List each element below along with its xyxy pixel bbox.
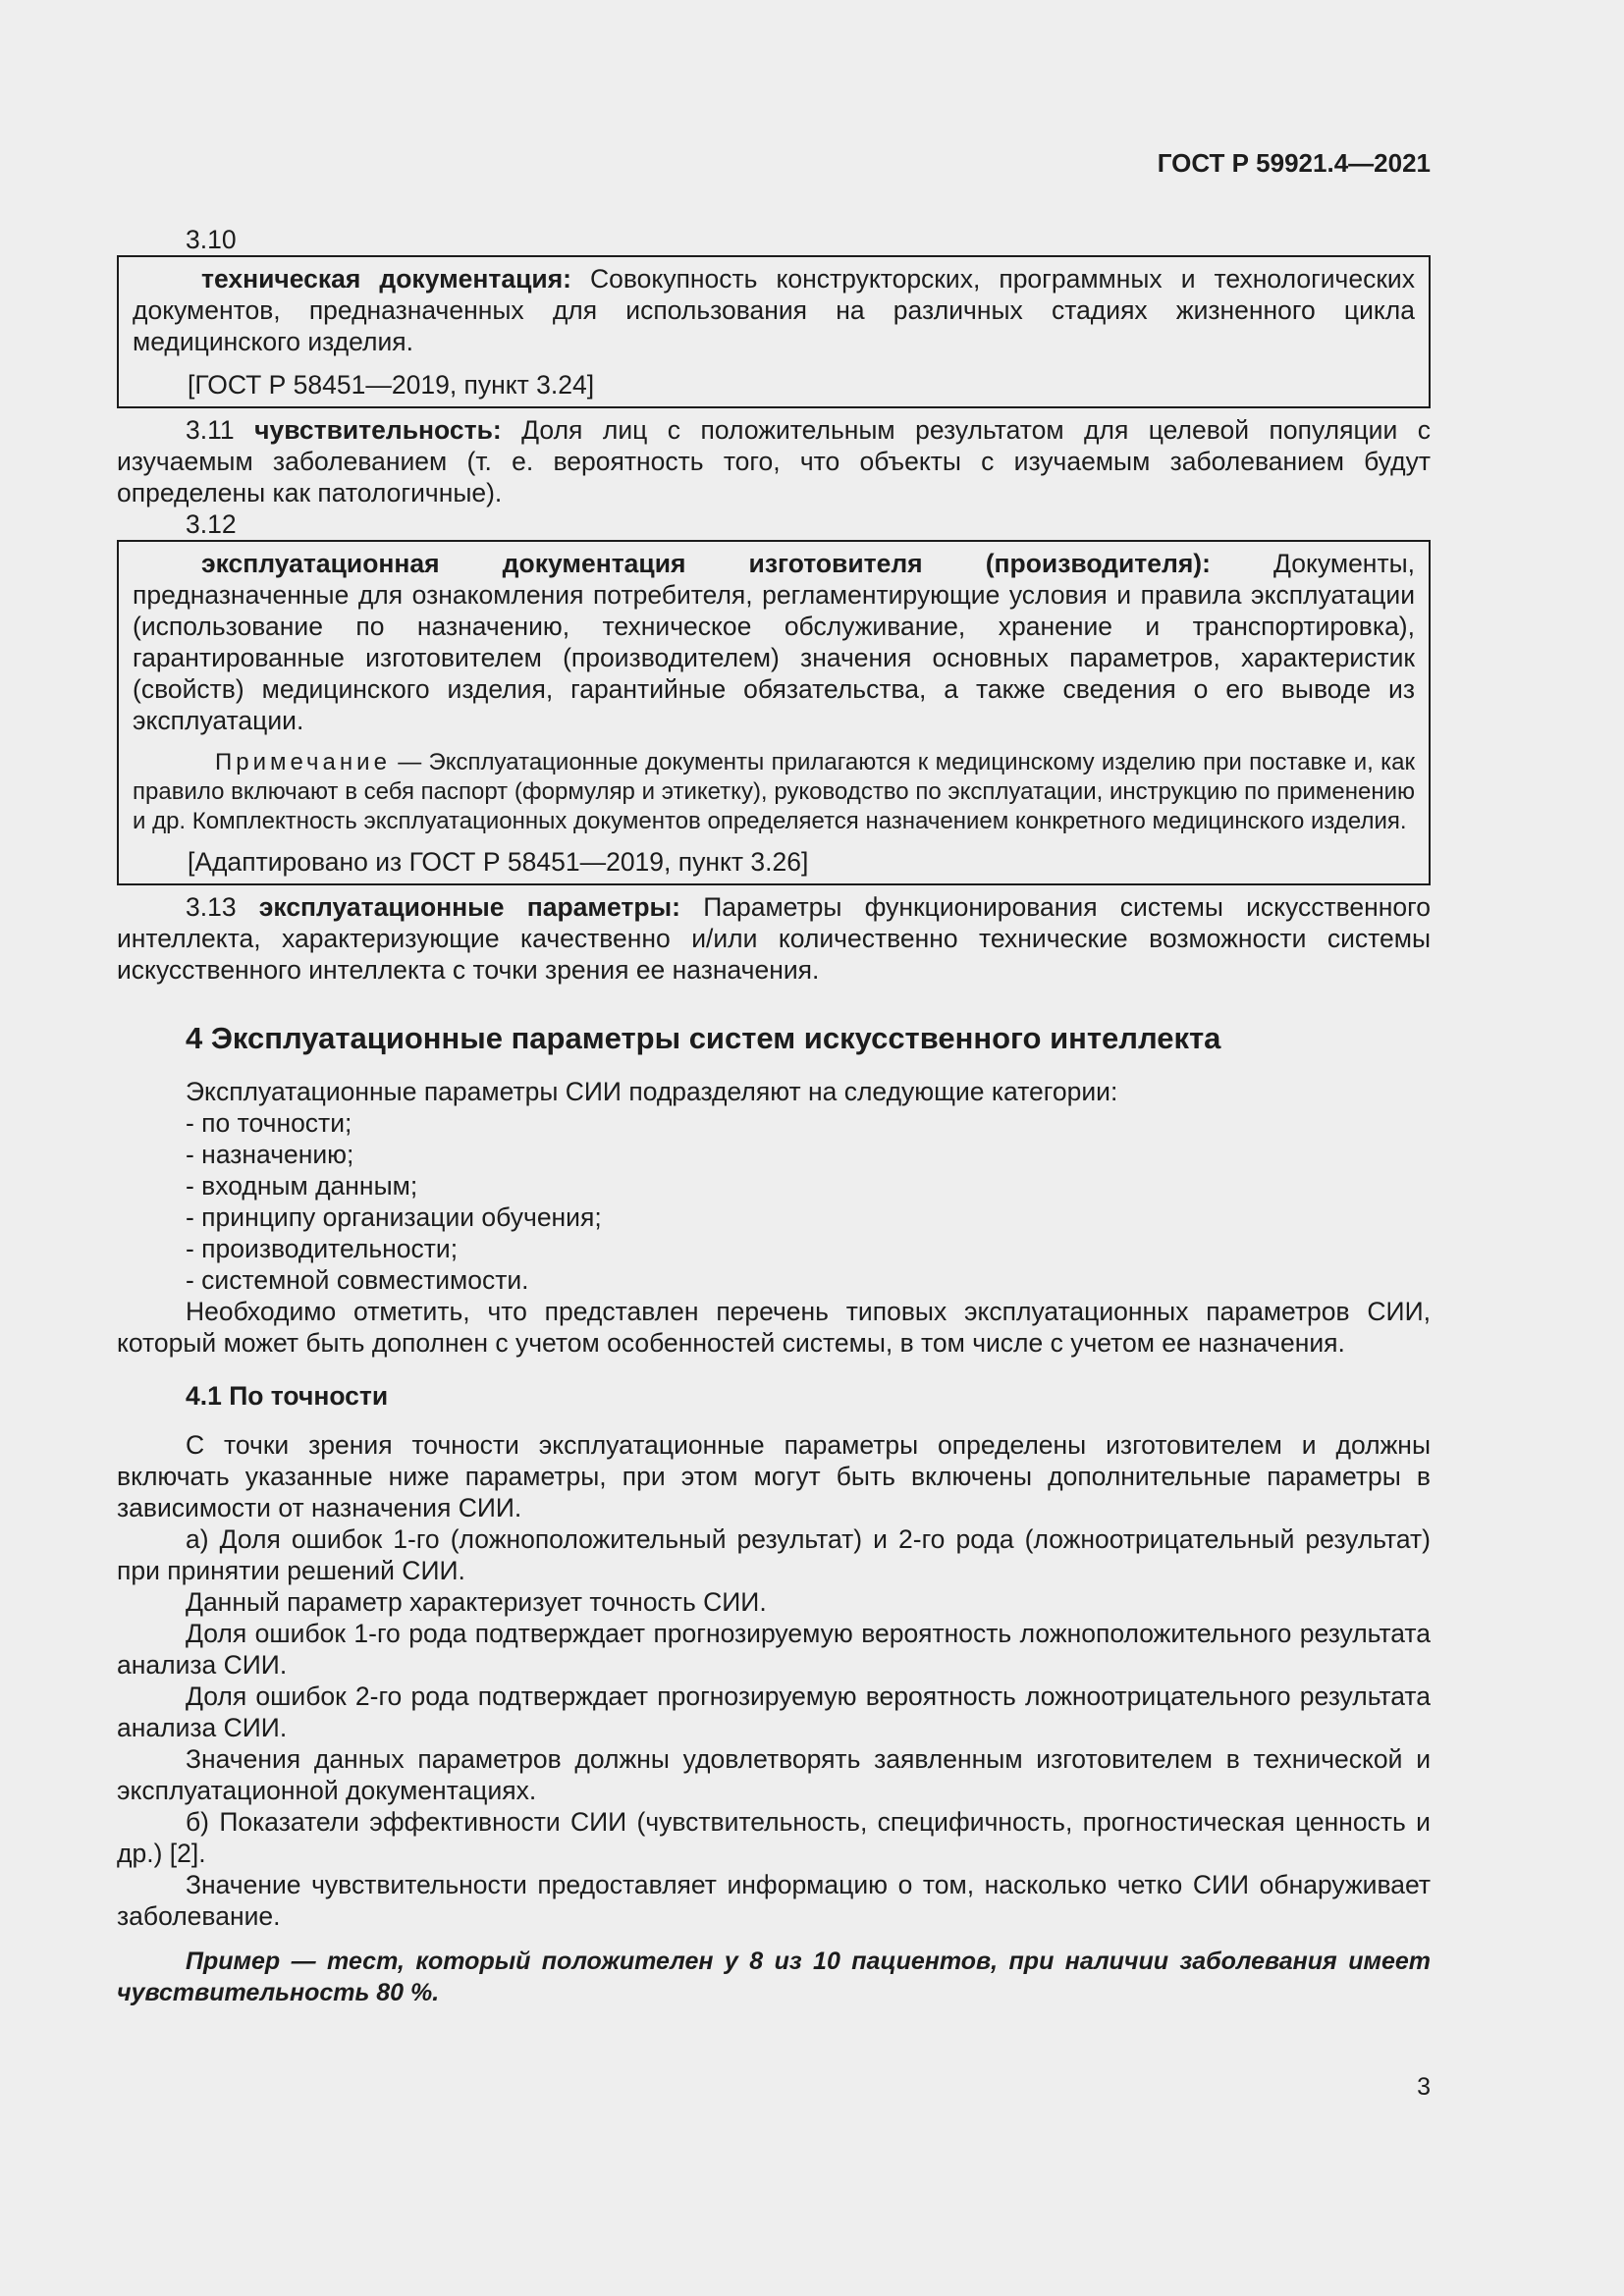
list-item: - по точности; xyxy=(186,1108,352,1138)
body-paragraph: Значения данных параметров должны удовлетворять заявленным изготовителем в технической и эксплуатационной документациях. xyxy=(117,1744,1431,1805)
page-body xyxy=(117,224,1431,2008)
note-label: Примечание xyxy=(215,749,391,775)
section-heading: 4 Эксплуатационные параметры систем искусственного интеллекта xyxy=(186,1021,1221,1055)
body-paragraph: С точки зрения точности эксплуатационные параметры определены изготовителем и должны включать указанные ниже параметры, при этом могут быть включены дополнительные параметры в зависимости от назначения СИИ. xyxy=(117,1430,1431,1522)
body-paragraph: Доля ошибок 2-го рода подтверждает прогнозируемую вероятность ложноотрицательного результата анализа СИИ. xyxy=(117,1682,1431,1742)
category-list xyxy=(117,1076,1431,1296)
term-number: 3.12 xyxy=(186,509,237,539)
term-text: Совокупность конструкторских, программных и технологических документов, предназначенных для использования на различных стадиях жизненного цикла медицинского изделия. xyxy=(133,264,1415,356)
subsection-heading: 4.1 По точности xyxy=(186,1381,389,1411)
body-paragraph: а) Доля ошибок 1-го (ложноположительный результат) и 2-го рода (ложноотрицательный результат) при принятии решений СИИ. xyxy=(117,1524,1431,1585)
list-item: - назначению; xyxy=(186,1140,354,1169)
term-source: [ГОСТ Р 58451—2019, пункт 3.24] xyxy=(188,370,595,400)
term-box xyxy=(117,255,1431,408)
body-paragraph: б) Показатели эффективности СИИ (чувствительность, специфичность, прогностическая ценность и др.) [2]. xyxy=(117,1807,1431,1868)
term-text: Доля лиц с положительным результатом для целевой популяции с изучаемым заболеванием (т. е. вероятность того, что объекты с изучаемым заболеванием будут определены как патологичные). xyxy=(117,415,1431,507)
body-paragraph: Данный параметр характеризует точность СИИ. xyxy=(186,1587,767,1617)
term-title: чувствительность: xyxy=(254,415,502,445)
term-box xyxy=(117,540,1431,885)
term-title: техническая документация: xyxy=(201,264,571,294)
term-note xyxy=(133,748,1415,836)
term-number: 3.13 xyxy=(186,892,259,922)
term-title: эксплуатационные параметры: xyxy=(258,892,681,922)
term-definition xyxy=(117,891,1431,986)
document-code: ГОСТ Р 59921.4—2021 xyxy=(1157,148,1431,178)
example-text: Пример — тест, который положителен у 8 из 10 пациентов, при наличии заболевания имеет чувствительность 80 %. xyxy=(117,1948,1431,2006)
body-paragraph: Значение чувствительности предоставляет информацию о том, насколько четко СИИ обнаруживает заболевание. xyxy=(117,1870,1431,1931)
body-paragraph: Доля ошибок 1-го рода подтверждает прогнозируемую вероятность ложноположительного результата анализа СИИ. xyxy=(117,1619,1431,1680)
page-number: 3 xyxy=(1417,2073,1431,2101)
term-definition xyxy=(133,548,1415,736)
list-intro: Эксплуатационные параметры СИИ подразделяют на следующие категории: xyxy=(186,1077,1118,1106)
term-definition xyxy=(133,263,1415,357)
term-title: эксплуатационная документация изготовителя (производителя): xyxy=(201,549,1211,578)
term-text: Параметры функционирования системы искусственного интеллекта, характеризующие качественно и/или количественно технические возможности системы искусственного интеллекта с точки зрения ее назначения. xyxy=(117,892,1431,985)
term-source: [Адаптировано из ГОСТ Р 58451—2019, пункт 3.26] xyxy=(188,847,809,877)
term-definition xyxy=(117,414,1431,508)
list-item: - системной совместимости. xyxy=(186,1265,529,1295)
term-text: Документы, предназначенные для ознакомления потребителя, регламентирующие условия и правила эксплуатации (использование по назначению, техническое обслуживание, хранение и транспортировка), гарантированные изготовителем (производителем) значения основных параметров, характеристик (свойств) медицинского изделия, гарантийные обязательства, а также сведения о его выводе из эксплуатации. xyxy=(133,549,1415,735)
term-number: 3.10 xyxy=(186,225,237,254)
list-item: - входным данным; xyxy=(186,1171,418,1201)
term-number: 3.11 xyxy=(186,415,255,445)
note-text: — Эксплуатационные документы прилагаются к медицинскому изделию при поставке и, как правило включают в себя паспорт (формуляр и этикетку), руководство по эксплуатации, инструкцию по применению и др. Комплектность эксплуатационных документов определяется назначением конкретного медицинского изделия. xyxy=(133,749,1415,834)
list-item: - производительности; xyxy=(186,1234,459,1263)
list-item: - принципу организации обучения; xyxy=(186,1202,602,1232)
body-paragraph: Необходимо отметить, что представлен перечень типовых эксплуатационных параметров СИИ, который может быть дополнен с учетом особенностей системы, в том числе с учетом ее назначения. xyxy=(117,1297,1431,1358)
